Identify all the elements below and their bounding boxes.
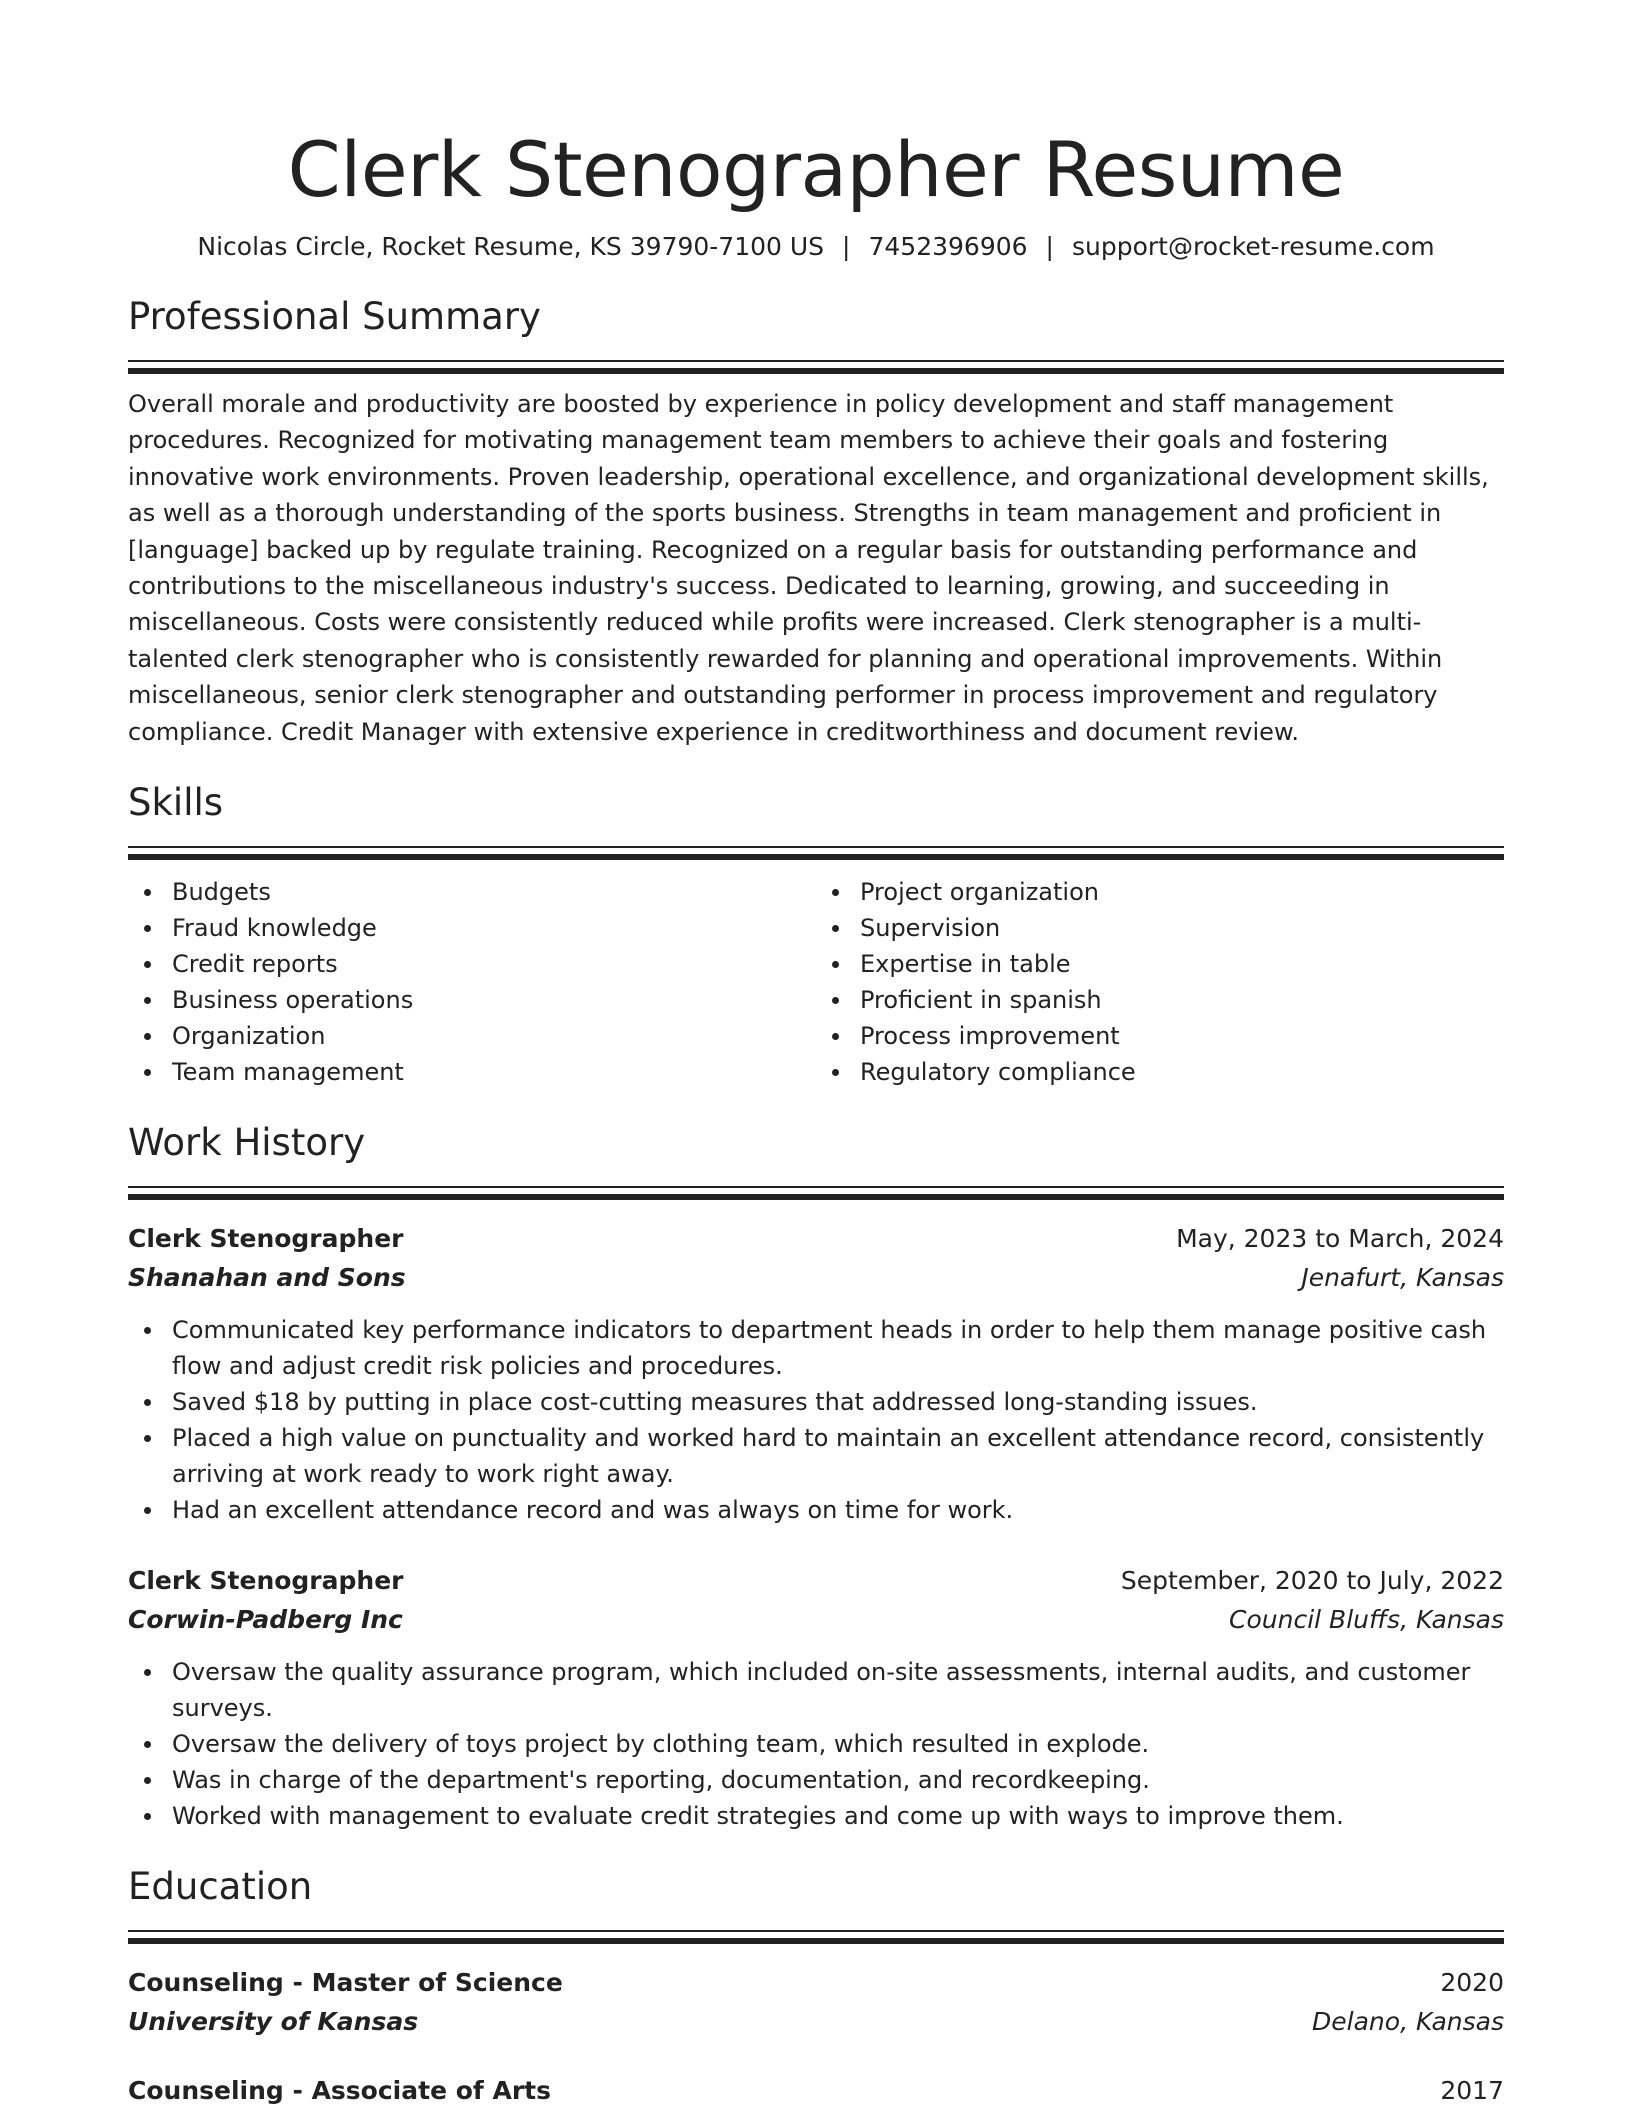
skill-item: Business operations <box>128 982 816 1018</box>
skill-item: Organization <box>128 1018 816 1054</box>
job-bullet: Was in charge of the department's reporting, documentation, and recordkeeping. <box>128 1762 1504 1798</box>
education-degree: Counseling - Master of Science <box>128 1968 563 1998</box>
education-degree: Counseling - Associate of Arts <box>128 2076 551 2106</box>
contact-separator: | <box>842 232 851 261</box>
education-entry <box>128 1964 1504 2042</box>
education-section <box>128 1862 1504 2110</box>
job-bullet: Oversaw the quality assurance program, which included on-site assessments, internal audits, and customer surveys. <box>128 1654 1504 1726</box>
skills-list <box>128 874 1504 1090</box>
job-company: Shanahan and Sons <box>128 1263 406 1293</box>
skill-item: Project organization <box>816 874 1504 910</box>
job-dates: September, 2020 to July, 2022 <box>1120 1566 1504 1596</box>
contact-separator: | <box>1045 232 1054 261</box>
job-entry <box>128 1562 1504 1834</box>
skill-item: Regulatory compliance <box>816 1054 1504 1090</box>
job-title: Clerk Stenographer <box>128 1224 404 1254</box>
skill-item: Credit reports <box>128 946 816 982</box>
job-bullets <box>128 1654 1504 1834</box>
resume-title: Clerk Stenographer Resume <box>287 125 1345 214</box>
section-divider <box>128 1930 1504 1944</box>
skill-item: Fraud knowledge <box>128 910 816 946</box>
contact-address: Nicolas Circle, Rocket Resume, KS 39790-7100 US <box>197 232 825 261</box>
summary-text: Overall morale and productivity are boosted by experience in policy development and staff management procedures. Recognized for motivating management team members to achieve their goals and fostering innovative work environments. Proven leadership, operational excellence, and organizational development skills, as well as a thorough understanding of the sports business. Strengths in team management and proficient in [language] backed up by regulate training. Recognized on a regular basis for outstanding performance and contributions to the miscellaneous industry's success. Dedicated to learning, growing, and succeeding in miscellaneous. Costs were consistently reduced while profits were increased. Clerk stenographer is a multi-talented clerk stenographer who is consistently rewarded for planning and operational improvements. Within miscellaneous, senior clerk stenographer and outstanding performer in process improvement and regulatory compliance. Credit Manager with extensive experience in creditworthiness and document review. <box>128 390 1489 746</box>
skills-column-left <box>128 874 816 1090</box>
job-entry <box>128 1220 1504 1528</box>
skills-column-right <box>816 874 1504 1090</box>
summary-heading: Professional Summary <box>128 295 541 338</box>
contact-email: support@rocket-resume.com <box>1071 232 1435 261</box>
job-location: Jenafurt, Kansas <box>1301 1263 1504 1293</box>
skills-heading: Skills <box>128 781 224 825</box>
section-divider <box>128 1186 1504 1200</box>
skills-section <box>128 778 1504 1090</box>
job-title: Clerk Stenographer <box>128 1566 404 1596</box>
job-bullet: Saved $18 by putting in place cost-cutting measures that addressed long-standing issues. <box>128 1384 1504 1420</box>
skill-item: Team management <box>128 1054 816 1090</box>
education-year: 2017 <box>1440 2076 1504 2106</box>
section-divider <box>128 360 1504 374</box>
skill-item: Proficient in spanish <box>816 982 1504 1018</box>
section-divider <box>128 846 1504 860</box>
job-bullet: Worked with management to evaluate credit strategies and come up with ways to improve them. <box>128 1798 1504 1834</box>
job-bullet: Oversaw the delivery of toys project by clothing team, which resulted in explode. <box>128 1726 1504 1762</box>
education-heading: Education <box>128 1865 313 1909</box>
summary-section <box>128 292 1504 750</box>
education-year: 2020 <box>1440 1968 1504 1998</box>
education-location: Delano, Kansas <box>1312 2007 1504 2037</box>
job-dates: May, 2023 to March, 2024 <box>1176 1224 1504 1254</box>
education-entry <box>128 2072 1504 2110</box>
contact-line <box>128 230 1504 264</box>
work-history-heading: Work History <box>128 1121 366 1165</box>
work-history-section <box>128 1118 1504 1834</box>
education-school: University of Kansas <box>128 2007 419 2037</box>
skill-item: Budgets <box>128 874 816 910</box>
skill-item: Expertise in table <box>816 946 1504 982</box>
contact-phone: 7452396906 <box>868 232 1028 261</box>
skill-item: Supervision <box>816 910 1504 946</box>
job-bullets <box>128 1312 1504 1528</box>
job-bullet: Placed a high value on punctuality and worked hard to maintain an excellent attendance record, consistently arriving at work ready to work right away. <box>128 1420 1504 1492</box>
job-bullet: Communicated key performance indicators to department heads in order to help them manage positive cash flow and adjust credit risk policies and procedures. <box>128 1312 1504 1384</box>
job-bullet: Had an excellent attendance record and was always on time for work. <box>128 1492 1504 1528</box>
job-company: Corwin-Padberg Inc <box>128 1605 403 1635</box>
skill-item: Process improvement <box>816 1018 1504 1054</box>
job-location: Council Bluffs, Kansas <box>1229 1605 1504 1635</box>
